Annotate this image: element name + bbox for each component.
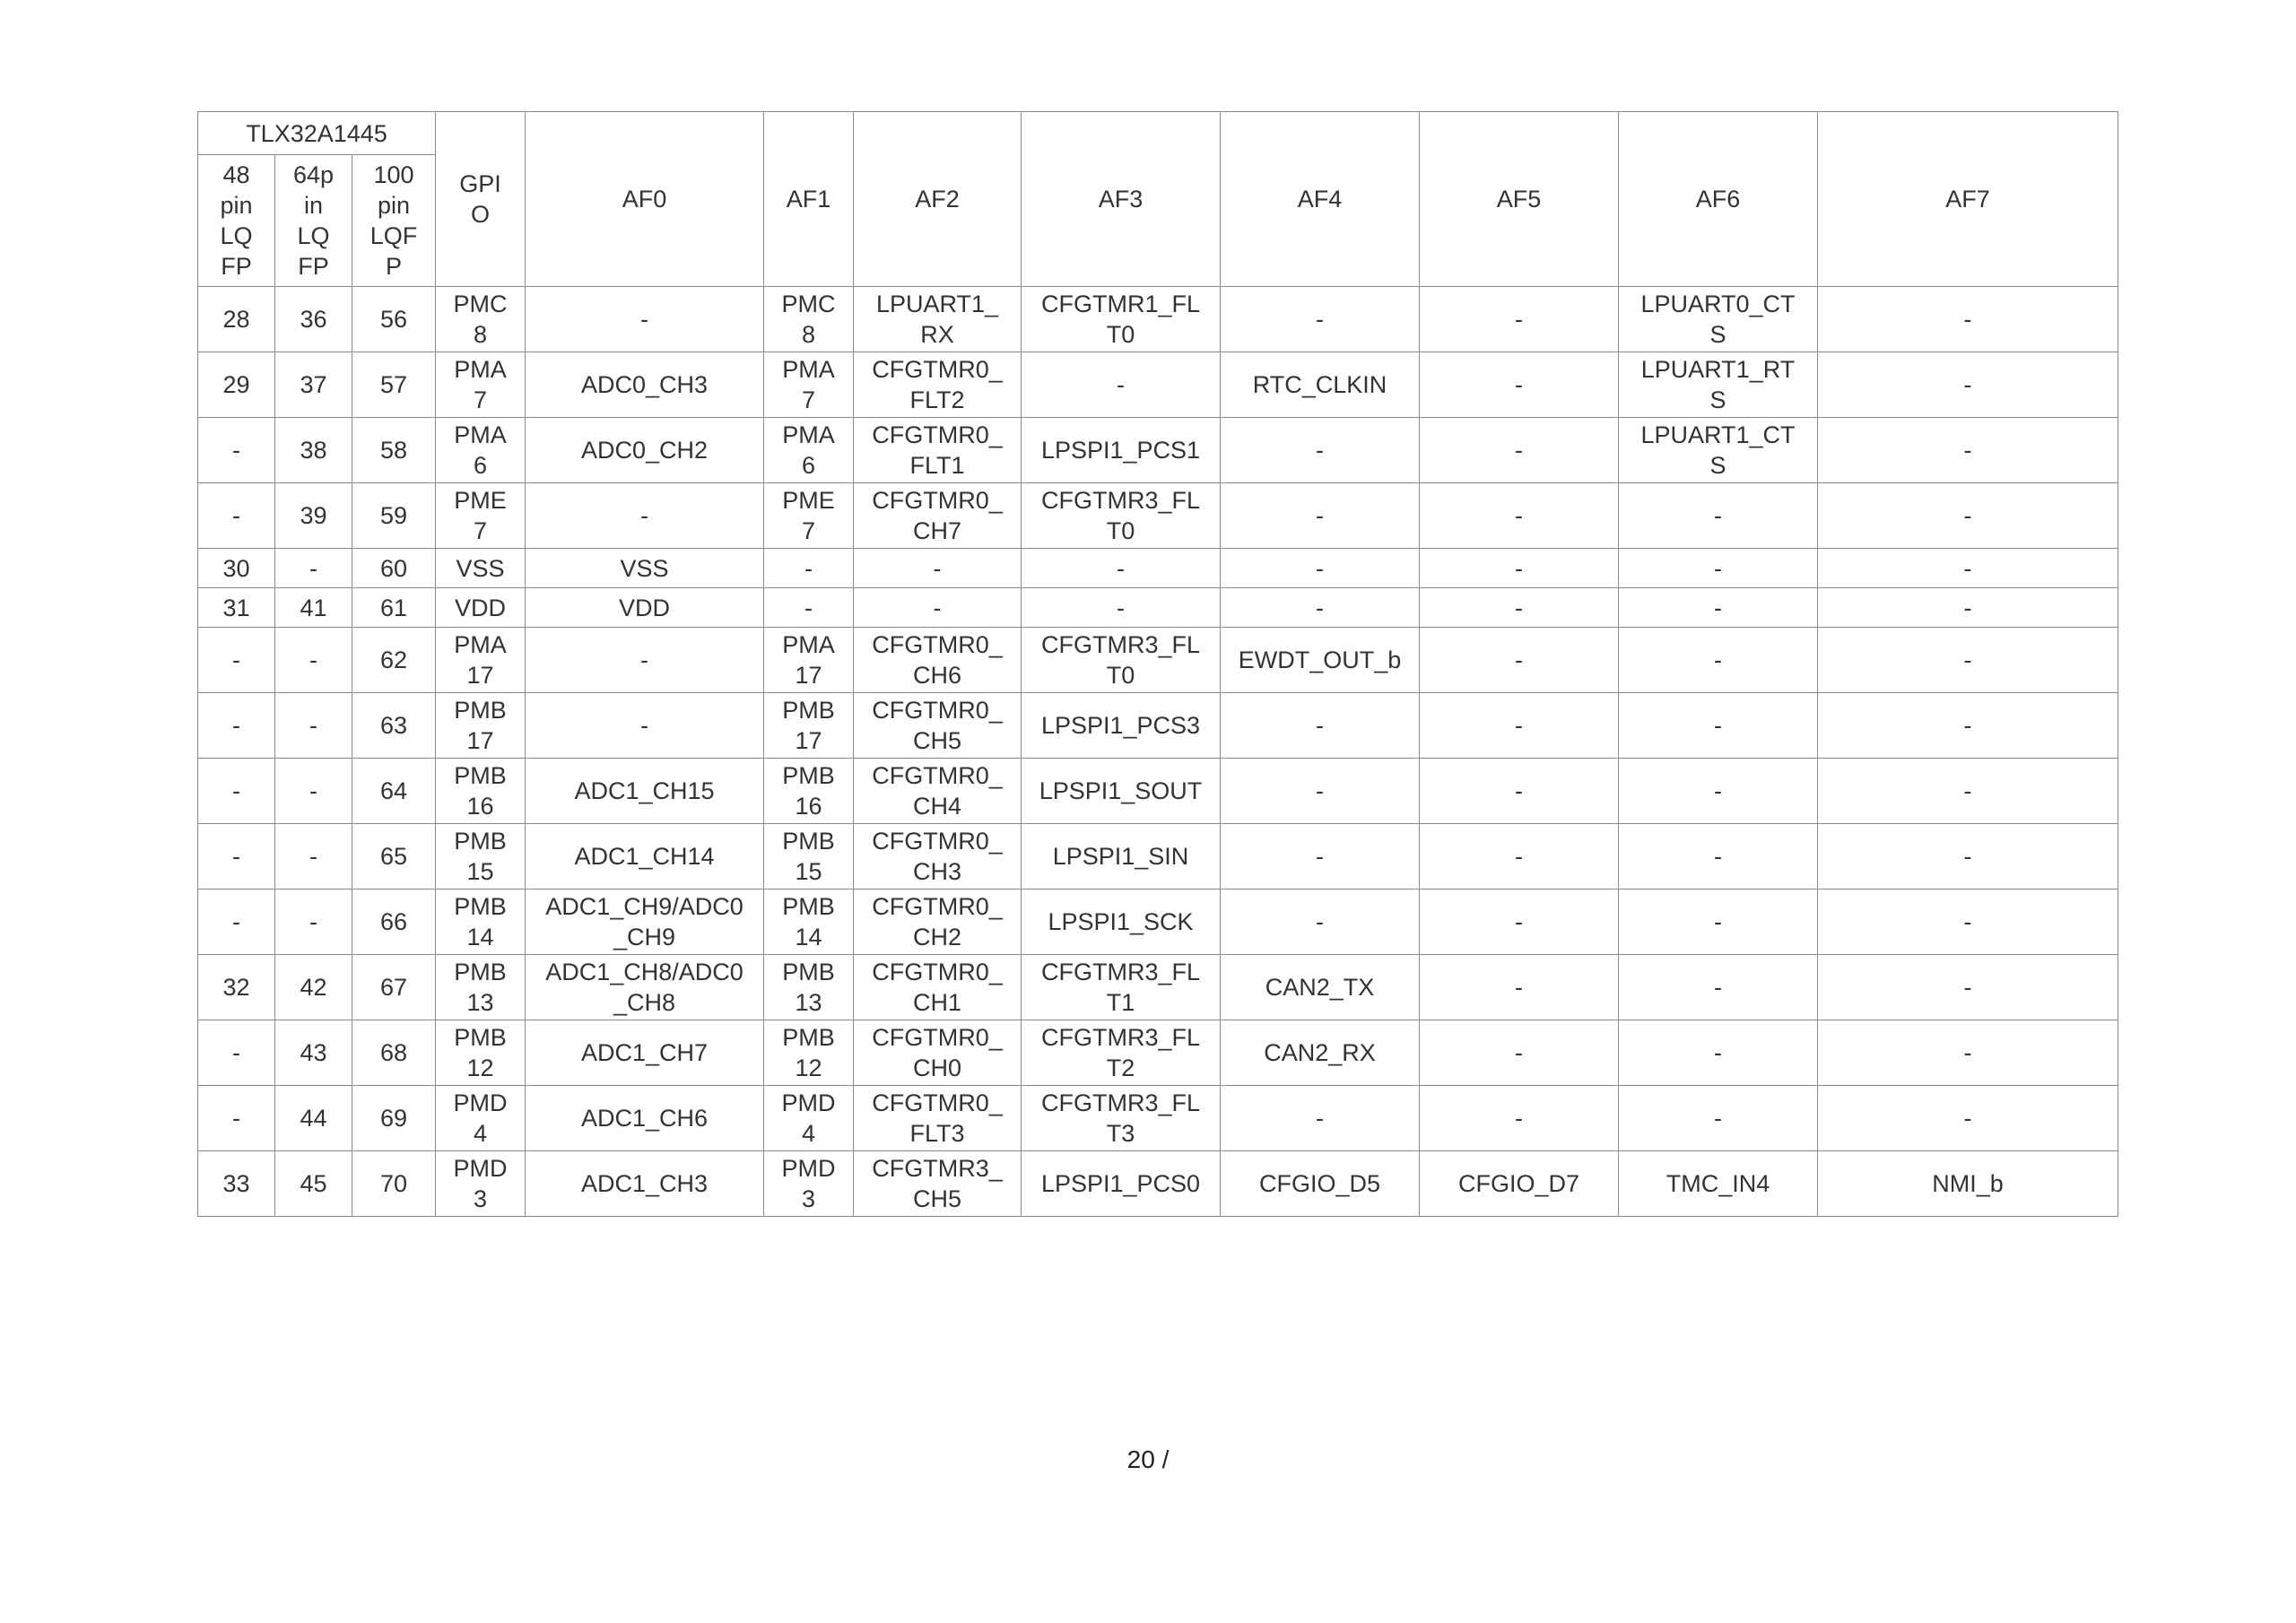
cell-af7: - (1818, 588, 2118, 628)
table-row (198, 352, 2118, 418)
cell-af3: CFGTMR3_FL T1 (1022, 955, 1221, 1020)
cell-af1: - (764, 588, 854, 628)
cell-af1: PMD 3 (764, 1151, 854, 1217)
cell-af5: - (1420, 352, 1619, 418)
cell-af0: ADC0_CH2 (526, 418, 764, 483)
cell-gpio: PMB 16 (436, 759, 526, 824)
cell-af6: LPUART0_CT S (1619, 287, 1818, 352)
cell-af5: - (1420, 693, 1619, 759)
cell-af4: CAN2_TX (1221, 955, 1420, 1020)
cell-af7: - (1818, 418, 2118, 483)
cell-pin-100: 60 (352, 549, 436, 588)
pin-function-table (197, 111, 2118, 1217)
table-row (198, 483, 2118, 549)
cell-pin-48: 29 (198, 352, 275, 418)
cell-af2: CFGTMR0_ CH1 (854, 955, 1022, 1020)
table-row (198, 549, 2118, 588)
cell-af6: - (1619, 1086, 1818, 1151)
cell-pin-48: - (198, 483, 275, 549)
cell-af4: - (1221, 1086, 1420, 1151)
cell-af2: CFGTMR0_ CH0 (854, 1020, 1022, 1086)
cell-af4: - (1221, 824, 1420, 890)
cell-af4: - (1221, 549, 1420, 588)
cell-af0: ADC1_CH7 (526, 1020, 764, 1086)
cell-af4: - (1221, 890, 1420, 955)
cell-af4: - (1221, 693, 1420, 759)
cell-af5: - (1420, 1020, 1619, 1086)
cell-pin-64: 41 (275, 588, 352, 628)
af5-header: AF5 (1420, 112, 1619, 287)
cell-pin-100: 70 (352, 1151, 436, 1217)
cell-af2: CFGTMR0_ FLT1 (854, 418, 1022, 483)
table-row (198, 418, 2118, 483)
cell-pin-100: 65 (352, 824, 436, 890)
table-row (198, 287, 2118, 352)
cell-af3: CFGTMR3_FL T2 (1022, 1020, 1221, 1086)
cell-af5: - (1420, 549, 1619, 588)
af2-header: AF2 (854, 112, 1022, 287)
cell-af1: PMB 14 (764, 890, 854, 955)
cell-pin-100: 56 (352, 287, 436, 352)
cell-pin-64: - (275, 824, 352, 890)
cell-af0: ADC0_CH3 (526, 352, 764, 418)
cell-gpio: VDD (436, 588, 526, 628)
cell-pin-64: 39 (275, 483, 352, 549)
cell-af7: - (1818, 483, 2118, 549)
cell-pin-64: - (275, 628, 352, 693)
page-number: 20 / (1126, 1445, 1170, 1473)
cell-af2: CFGTMR0_ CH6 (854, 628, 1022, 693)
cell-pin-64: 42 (275, 955, 352, 1020)
cell-af3: LPSPI1_SCK (1022, 890, 1221, 955)
cell-gpio: VSS (436, 549, 526, 588)
cell-af7: - (1818, 549, 2118, 588)
cell-af1: PMB 15 (764, 824, 854, 890)
af7-header: AF7 (1818, 112, 2118, 287)
cell-pin-100: 67 (352, 955, 436, 1020)
cell-af7: NMI_b (1818, 1151, 2118, 1217)
table-row (198, 824, 2118, 890)
cell-af1: PMB 16 (764, 759, 854, 824)
table-body (198, 287, 2118, 1217)
cell-af0: VDD (526, 588, 764, 628)
device-name-header: TLX32A1445 (198, 112, 436, 155)
cell-gpio: PME 7 (436, 483, 526, 549)
cell-gpio: PMA 6 (436, 418, 526, 483)
cell-gpio: PMB 12 (436, 1020, 526, 1086)
table-row (198, 890, 2118, 955)
table-row (198, 1151, 2118, 1217)
cell-pin-64: 36 (275, 287, 352, 352)
cell-af6: - (1619, 1020, 1818, 1086)
cell-af5: - (1420, 759, 1619, 824)
cell-af2: LPUART1_ RX (854, 287, 1022, 352)
cell-pin-64: 37 (275, 352, 352, 418)
cell-gpio: PMD 4 (436, 1086, 526, 1151)
cell-af4: - (1221, 287, 1420, 352)
table-row (198, 759, 2118, 824)
cell-af1: PMB 13 (764, 955, 854, 1020)
cell-af5: - (1420, 890, 1619, 955)
cell-af0: - (526, 693, 764, 759)
cell-af3: CFGTMR3_FL T3 (1022, 1086, 1221, 1151)
table-row (198, 955, 2118, 1020)
cell-af4: - (1221, 483, 1420, 549)
cell-pin-64: 43 (275, 1020, 352, 1086)
cell-pin-64: 38 (275, 418, 352, 483)
cell-af2: CFGTMR3_ CH5 (854, 1151, 1022, 1217)
table-row (198, 588, 2118, 628)
cell-af3: CFGTMR1_FL T0 (1022, 287, 1221, 352)
cell-pin-48: - (198, 1086, 275, 1151)
cell-af2: CFGTMR0_ FLT3 (854, 1086, 1022, 1151)
cell-pin-100: 69 (352, 1086, 436, 1151)
cell-pin-48: 33 (198, 1151, 275, 1217)
cell-af4: - (1221, 418, 1420, 483)
cell-af0: ADC1_CH9/ADC0 _CH9 (526, 890, 764, 955)
cell-af5: CFGIO_D7 (1420, 1151, 1619, 1217)
cell-af0: ADC1_CH6 (526, 1086, 764, 1151)
cell-af6: - (1619, 588, 1818, 628)
cell-af7: - (1818, 890, 2118, 955)
cell-af2: CFGTMR0_ CH4 (854, 759, 1022, 824)
cell-af3: LPSPI1_SOUT (1022, 759, 1221, 824)
cell-pin-100: 66 (352, 890, 436, 955)
af6-header: AF6 (1619, 112, 1818, 287)
table-row (198, 1020, 2118, 1086)
cell-af5: - (1420, 418, 1619, 483)
cell-af2: - (854, 549, 1022, 588)
cell-pin-64: 44 (275, 1086, 352, 1151)
cell-af6: - (1619, 890, 1818, 955)
cell-af6: - (1619, 628, 1818, 693)
table-row (198, 693, 2118, 759)
af4-header: AF4 (1221, 112, 1420, 287)
cell-af1: - (764, 549, 854, 588)
cell-pin-64: 45 (275, 1151, 352, 1217)
cell-af1: PMB 17 (764, 693, 854, 759)
pkg-48-header: 48 pin LQ FP (198, 155, 275, 287)
cell-af3: - (1022, 549, 1221, 588)
cell-pin-64: - (275, 890, 352, 955)
cell-af5: - (1420, 287, 1619, 352)
cell-af7: - (1818, 759, 2118, 824)
cell-gpio: PMD 3 (436, 1151, 526, 1217)
cell-af7: - (1818, 955, 2118, 1020)
cell-pin-100: 68 (352, 1020, 436, 1086)
cell-af1: PMB 12 (764, 1020, 854, 1086)
cell-pin-48: 31 (198, 588, 275, 628)
cell-pin-64: - (275, 549, 352, 588)
cell-pin-48: 28 (198, 287, 275, 352)
cell-af4: - (1221, 759, 1420, 824)
cell-af5: - (1420, 628, 1619, 693)
cell-af0: - (526, 287, 764, 352)
cell-af6: LPUART1_RT S (1619, 352, 1818, 418)
af3-header: AF3 (1022, 112, 1221, 287)
cell-af0: ADC1_CH14 (526, 824, 764, 890)
cell-af7: - (1818, 628, 2118, 693)
cell-af2: CFGTMR0_ CH7 (854, 483, 1022, 549)
cell-pin-100: 57 (352, 352, 436, 418)
cell-pin-64: - (275, 759, 352, 824)
cell-af2: CFGTMR0_ FLT2 (854, 352, 1022, 418)
cell-pin-48: - (198, 628, 275, 693)
cell-af2: CFGTMR0_ CH2 (854, 890, 1022, 955)
cell-pin-48: 32 (198, 955, 275, 1020)
cell-af7: - (1818, 1086, 2118, 1151)
cell-af2: - (854, 588, 1022, 628)
cell-af1: PMA 17 (764, 628, 854, 693)
header-row-device (198, 112, 2118, 155)
cell-af3: CFGTMR3_FL T0 (1022, 628, 1221, 693)
cell-af2: CFGTMR0_ CH3 (854, 824, 1022, 890)
cell-af4: RTC_CLKIN (1221, 352, 1420, 418)
cell-af5: - (1420, 588, 1619, 628)
cell-af1: PMA 7 (764, 352, 854, 418)
pkg-64-header: 64p in LQ FP (275, 155, 352, 287)
cell-af7: - (1818, 693, 2118, 759)
cell-gpio: PMB 15 (436, 824, 526, 890)
cell-af3: LPSPI1_SIN (1022, 824, 1221, 890)
cell-af5: - (1420, 1086, 1619, 1151)
cell-af6: - (1619, 759, 1818, 824)
cell-af6: - (1619, 483, 1818, 549)
cell-pin-48: - (198, 824, 275, 890)
cell-pin-100: 63 (352, 693, 436, 759)
cell-af4: EWDT_OUT_b (1221, 628, 1420, 693)
cell-af0: VSS (526, 549, 764, 588)
cell-af0: - (526, 483, 764, 549)
cell-af6: - (1619, 693, 1818, 759)
cell-af1: PMD 4 (764, 1086, 854, 1151)
cell-af6: TMC_IN4 (1619, 1151, 1818, 1217)
cell-af3: CFGTMR3_FL T0 (1022, 483, 1221, 549)
cell-gpio: PMB 17 (436, 693, 526, 759)
cell-af5: - (1420, 483, 1619, 549)
cell-af6: - (1619, 824, 1818, 890)
cell-gpio: PMC 8 (436, 287, 526, 352)
cell-af6: - (1619, 549, 1818, 588)
cell-af4: - (1221, 588, 1420, 628)
cell-af3: LPSPI1_PCS1 (1022, 418, 1221, 483)
af1-header: AF1 (764, 112, 854, 287)
cell-pin-100: 64 (352, 759, 436, 824)
cell-pin-48: - (198, 418, 275, 483)
cell-gpio: PMA 7 (436, 352, 526, 418)
cell-af3: LPSPI1_PCS3 (1022, 693, 1221, 759)
table-row (198, 628, 2118, 693)
pkg-100-header: 100 pin LQF P (352, 155, 436, 287)
cell-af7: - (1818, 352, 2118, 418)
cell-pin-48: - (198, 693, 275, 759)
gpio-header: GPI O (436, 112, 526, 287)
cell-af4: CAN2_RX (1221, 1020, 1420, 1086)
cell-af0: - (526, 628, 764, 693)
cell-af0: ADC1_CH3 (526, 1151, 764, 1217)
table-row (198, 1086, 2118, 1151)
cell-af1: PME 7 (764, 483, 854, 549)
cell-pin-100: 62 (352, 628, 436, 693)
cell-pin-100: 59 (352, 483, 436, 549)
cell-pin-100: 58 (352, 418, 436, 483)
cell-pin-100: 61 (352, 588, 436, 628)
cell-af6: - (1619, 955, 1818, 1020)
cell-af6: LPUART1_CT S (1619, 418, 1818, 483)
cell-gpio: PMA 17 (436, 628, 526, 693)
cell-pin-48: - (198, 890, 275, 955)
cell-af3: LPSPI1_PCS0 (1022, 1151, 1221, 1217)
cell-af7: - (1818, 287, 2118, 352)
cell-af7: - (1818, 1020, 2118, 1086)
cell-af1: PMC 8 (764, 287, 854, 352)
cell-af3: - (1022, 588, 1221, 628)
af0-header: AF0 (526, 112, 764, 287)
cell-af0: ADC1_CH15 (526, 759, 764, 824)
cell-af5: - (1420, 955, 1619, 1020)
cell-pin-48: - (198, 1020, 275, 1086)
cell-pin-48: - (198, 759, 275, 824)
cell-af1: PMA 6 (764, 418, 854, 483)
cell-af7: - (1818, 824, 2118, 890)
cell-af5: - (1420, 824, 1619, 890)
cell-gpio: PMB 13 (436, 955, 526, 1020)
cell-af0: ADC1_CH8/ADC0 _CH8 (526, 955, 764, 1020)
cell-af4: CFGIO_D5 (1221, 1151, 1420, 1217)
cell-gpio: PMB 14 (436, 890, 526, 955)
cell-af2: CFGTMR0_ CH5 (854, 693, 1022, 759)
cell-pin-64: - (275, 693, 352, 759)
cell-af3: - (1022, 352, 1221, 418)
cell-pin-48: 30 (198, 549, 275, 588)
